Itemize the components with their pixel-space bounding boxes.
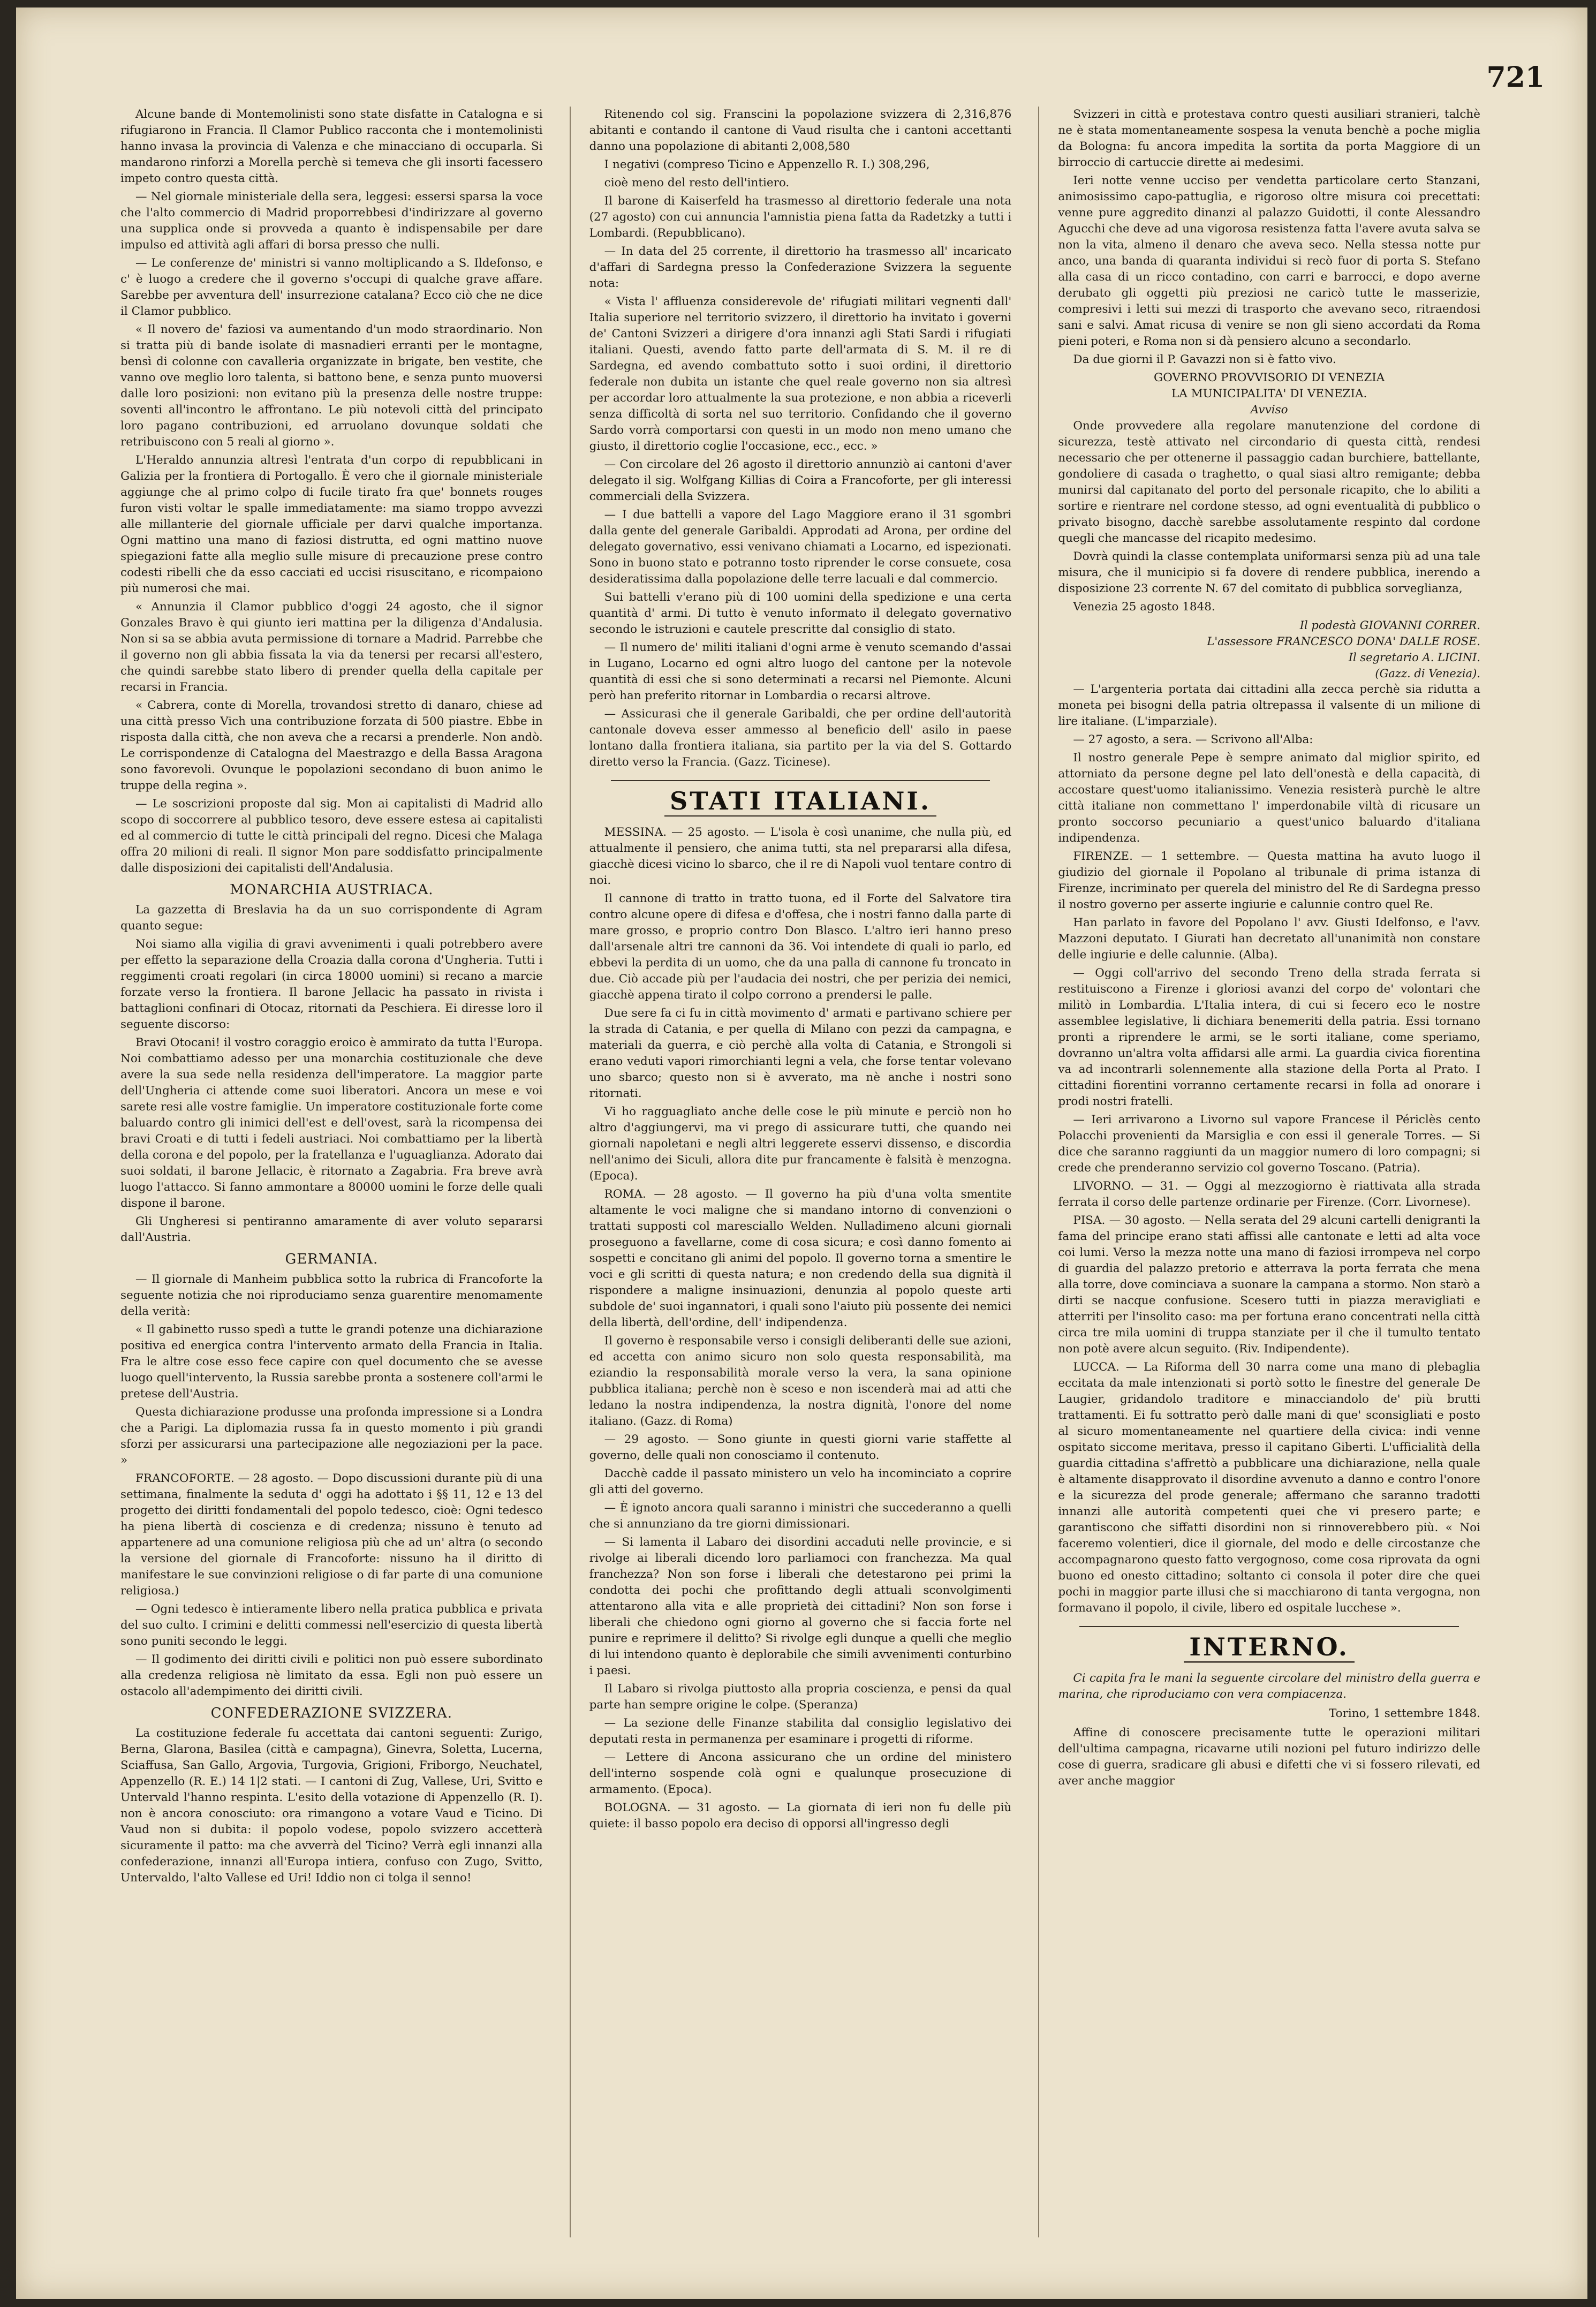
notice-heading: LA MUNICIPALITA' DI VENEZIA. [1171,387,1367,400]
article-paragraph: — La sezione delle Finanze stabilita dal consiglio legislativo dei deputati resta in permanenza per esaminare i progetti di riforme. [589,1716,1012,1746]
article-paragraph: — Ieri arrivarono a Livorno sul vapore Francese il Périclès cento Polacchi provenienti da Marsiglia e con essi il generale Torres. — Si dice che saranno raggiunti da un maggior numero di loro compagni; si crede che prenderanno servizio col governo Toscano. (Patria). [1058,1113,1481,1175]
article-paragraph: LIVORNO. — 31. — Oggi al mezzogiorno è riattivata alla strada ferrata il corso delle partenze ordinarie per Firenze. (Corr. Livornese). [1058,1179,1481,1209]
major-heading-block [589,780,1012,817]
article-paragraph: FRANCOFORTE. — 28 agosto. — Dopo discussioni durante più di una settimana, finalmente la seduta d' oggi ha adottato i §§ 11, 12 e 13 del progetto dei diritti fondamentali del popolo tedesco, cioè: Ogni tedesco ha piena libertà di coscienza e di credenza; nissuno è tenuto ad appartenere ad una comunione religiosa più che ad un' altra (o secondo la versione del giornale di Francoforte: nissuno ha il diritto di manifestare le sue convinzioni religiose o di far parte di una comunione religiosa.) [120,1472,543,1598]
article-paragraph: — Il numero de' militi italiani d'ogni arme è venuto scemando d'assai in Lugano, Locarno ed ogni altro luogo del cantone per la notevole quantità di essi che si sono determinati a recarsi nel Piemonte. Alcuni però han preferito ritornar in Lombardia o recarsi altrove. [589,641,1012,702]
article-paragraph: I negativi (compreso Ticino e Appenzello R. I.) 308,296, [604,158,930,171]
article-paragraph: Questa dichiarazione produsse una profonda impressione si a Londra che a Parigi. La diplomazia russa fa in questo momento i più grandi sforzi per assicurarsi una partecipazione alle negoziazioni per la pace. » [120,1405,543,1467]
article-paragraph: — Il giornale di Manheim pubblica sotto la rubrica di Francoforte la seguente notizia che noi riproduciamo senza guarentire menomamente della verità: [120,1273,543,1318]
article-paragraph: Il cannone di tratto in tratto tuona, ed il Forte del Salvatore tira contro alcune opere di difesa e d'offesa, che i nostri fanno dalla parte di mare grosso, e proprio contro Don Blasco. L'altro ieri hanno preso dall'arsenale altri tre cannoni da 36. Voi intendete di quali io parlo, ed ebbevi la perdita di un uomo, che da una palla di cannone fu troncato in due. Ciò accade più per l'audacia dei nostri, che per perizia dei nemici, giacchè appena tirato il colpo corrono a prendersi le palle. [589,892,1012,1002]
article-paragraph: Il barone di Kaiserfeld ha trasmesso al direttorio federale una nota (27 agosto) con cui annuncia l'amnistia piena fatta da Radetzky a tutti i Lombardi. (Repubblicano). [589,194,1012,240]
article-paragraph: L'Heraldo annunzia altresì l'entrata d'un corpo di repubblicani in Galizia per la frontiera di Portogallo. È vero che il giornale ministeriale aggiunge che al primo colpo di fucile tirato fra que' bonnets rouges furon visti voltar le spalle immediatamente: ma siamo troppo avvezzi alle millanterie del giornale ufficiale per darvi qualche importanza. Ogni mattino una mano di faziosi distrutta, ed ogni mattino nuove spiegazioni fatte alla meglio sulle misure di precauzione prese contro codesti ribelli che da esso cacciati ed uccisi risuscitano, e ricompaiono più numerosi che mai. [120,453,543,595]
intro-paragraph: Ci capita fra le mani la seguente circolare del ministro della guerra e marina, che riproduciamo con vera compiacenza. [1058,1671,1481,1701]
article-paragraph: Il nostro generale Pepe è sempre animato dal miglior spirito, ed attorniato da persone degne pel lato dell'onestà e della capacità, di accostare quest'uomo italianissimo. Venezia resisterà purchè le altre città italiane non commettano l' imperdonabile viltà di ricusare un pronto soccorso pecuniario a quest'unico baluardo d'italiana indipendenza. [1058,751,1481,845]
newspaper-page [16,7,1587,2299]
signature-line: Il podestà GIOVANNI CORRER. [1299,619,1481,632]
article-paragraph: Sui battelli v'erano più di 100 uomini della spedizione e una certa quantità d' armi. Di tutto è venuto informato il delegato governativo secondo le istruzioni e cautele prescritte dal consiglio di stato. [589,591,1012,636]
article-paragraph: — Assicurasi che il generale Garibaldi, che per ordine dell'autorità cantonale doveva esser ammesso al beneficio dell' asilo in paese lontano dalla frontiera italiana, sia partito per la via del S. Gottardo diretto verso la Francia. (Gazz. Ticinese). [589,707,1012,769]
article-paragraph: Il governo è responsabile verso i consigli deliberanti delle sue azioni, ed accetta con animo sicuro non solo questa responsabilità, ma eziandio la responsabilità morale verso la vera, la sana opinione pubblica italiana; perchè non è sceso e non iscenderà mai ad atti che ledano la nostra indipendenza, la nostra dignità, l'onore del nome italiano. (Gazz. di Roma) [589,1334,1012,1428]
major-heading: STATI ITALIANI. [664,786,936,817]
article-paragraph: Dacchè cadde il passato ministero un velo ha incominciato a coprire gli atti del governo. [589,1467,1012,1496]
article-paragraph: BOLOGNA. — 31 agosto. — La giornata di ieri non fu delle più quiete: il basso popolo era deciso di opporsi all'ingresso degli [589,1801,1012,1831]
article-paragraph: FIRENZE. — 1 settembre. — Questa mattina ha avuto luogo il giudizio del giornale il Popolano al tribunale di prima istanza di Firenze, incriminato per querela del ministro del Re di Sardegna presso il nostro governo per asserte ingiurie e calunnie contro quel Re. [1058,850,1481,911]
article-paragraph: Noi siamo alla vigilia di gravi avvenimenti i quali potrebbero avere per effetto la separazione della Croazia dalla corona d'Ungheria. Tutti i reggimenti croati regolari (in circa 18000 uomini) si recano a marcie forzate verso la frontiera. Il barone Jellacic ha passato in rivista i battaglioni confinari di Otocaz, ritornati da Peschiera. Ei diresse loro il seguente discorso: [120,937,543,1031]
section-heading: GERMANIA. [285,1251,379,1267]
article-paragraph: Da due giorni il P. Gavazzi non si è fatto vivo. [1073,353,1336,366]
article-paragraph: — Lettere di Ancona assicurano che un ordine del ministero dell'interno sospende colà ogni e qualunque prosecuzione di armamento. (Epoca). [589,1751,1012,1796]
article-paragraph: MESSINA. — 25 agosto. — L'isola è così unanime, che nulla più, ed attualmente il pensiero, che anima tutti, sta nel prepararsi alla difesa, giacchè dicesi vicino lo sbarco, che il re di Napoli vuol tentare contro di noi. [589,826,1012,887]
article-paragraph: — In data del 25 corrente, il direttorio ha trasmesso all' incaricato d'affari di Sardegna presso la Confederazione Svizzera la seguente nota: [589,245,1012,290]
article-paragraph: — L'argenteria portata dai cittadini alla zecca perchè sia ridutta a moneta pei bisogni della patria oltrepassa il valsente di un milione di lire italiane. (L'imparziale). [1058,683,1481,728]
column-right [1038,107,1486,2237]
article-paragraph: Gli Ungheresi si pentiranno amaramente di aver voluto separarsi dall'Austria. [120,1215,543,1244]
major-heading-block [1058,1626,1480,1663]
article-paragraph: — Con circolare del 26 agosto il direttorio annunziò ai cantoni d'aver delegato il sig. Wolfgang Killias di Coira a Francoforte, per gli interessi commerciali della Svizzera. [589,458,1012,503]
article-paragraph: « Cabrera, conte di Morella, trovandosi stretto di danaro, chiese ad una città presso Vich una contribuzione forzata di 500 piastre. Ebbe in risposta dalla città, che non aveva che a recarsi a prenderle. Non andò. Le corrispondenze di Catalogna del Maestrazgo e della Bassa Aragona sono favorevoli. Ovunque le popolazioni secondano di buon animo le truppe della regina ». [120,699,543,792]
article-paragraph: « Annunzia il Clamor pubblico d'oggi 24 agosto, che il signor Gonzales Bravo è qui giunto ieri mattina per la diligenza d'Andalusia. Non si sa se abbia avuta permissione di tornare a Madrid. Parrebbe che il governo non gli abbia fissata la via da tenersi per recarsi all'estero, che quindi sarebbe stato libero di prender quella della capitale per recarsi in Francia. [120,600,543,694]
article-paragraph: PISA. — 30 agosto. — Nella serata del 29 alcuni cartelli denigranti la fama del principe erano stati affissi alle cantonate e letti ad alta voce coi lumi. Verso la mezza notte una mano di faziosi irrompeva nel corpo di guardia del palazzo pretorio e atterrava la porta ferrata che mena alla torre, dove cominciava a suonare la campana a stormo. Non starò a dirti se nacque confusione. Scesero tutti in piazza meravigliati e atterriti per l'insolito caso: ma per fortuna erano concentrati nella città circa tre mila uomini di truppa stanziate per il che il tumulto tentato non potè avere alcun seguito. (Riv. Indipendente). [1058,1214,1481,1356]
article-paragraph: La costituzione federale fu accettata dai cantoni seguenti: Zurigo, Berna, Glarona, Basilea (città e campagna), Ginevra, Soletta, Lucerna, Sciaffusa, San Gallo, Argovia, Turgovia, Grigioni, Friborgo, Neuchatel, Appenzello (R. E.) 14 1|2 stati. — I cantoni di Zug, Vallese, Uri, Svitto e Untervald l'hanno respinta. L'esito della votazione di Appenzello (R. I). non è ancora conosciuto: ora rimangono a votare Vaud e Ticino. Di Vaud non si dubita: il popolo vodese, popolo svizzero accetterà sicuramente il patto: ma che avverrà del Ticino? Verrà egli innanzi alla confederazione, innanzi all'Europa intiera, confuso con Zugo, Svitto, Untervaldo, l'alto Vallese ed Uri! Iddio non ci tolga il senno! [120,1727,543,1885]
article-paragraph: Bravi Otocani! il vostro coraggio eroico è ammirato da tutta l'Europa. Noi combattiamo adesso per una monarchia costituzionale che deve avere la sua sede nella residenza dell'imperatore. La maggior parte dell'Ungheria ci attende come suoi liberatori. Ancora un mese e voi sarete resi alle vostre famiglie. Un imperatore costituzionale forte come baluardo contro gli inimici dell'est e dell'ovest, sarà la ricompensa dei bravi Croati e di tutti i fedeli austriaci. Noi combattiamo per la libertà della corona e del popolo, per la fratellanza e l'uguaglianza. Adorato dai suoi soldati, il barone Jellacic, è ritornato a Zagabria. Fra breve avrà luogo l'attacco. Si fanno ammontare a 80000 uomini le forze delle quali dispone il barone. [120,1036,543,1210]
signature-line: Il segretario A. LICINI. [1348,651,1481,664]
article-paragraph: « Il gabinetto russo spedì a tutte le grandi potenze una dichiarazione positiva ed energica contra l'intervento armato della Francia in Italia. Fra le altre cose esso fece capire con quel documento che se avesse luogo quell'intervento, la Russia sarebbe pronta a sostenere coll'armi le pretese dell'Austria. [120,1323,543,1401]
article-paragraph: « Il novero de' faziosi va aumentando d'un modo straordinario. Non si tratta più di bande isolate di masnadieri erranti per le montagne, bensì di colonne con cavalleria organizzate in brigate, ben vestite, che vanno ove meglio loro talenta, si battono bene, e senza punto muoversi dalle loro posizioni: non evitano più la presenza delle nostre truppe: soventi all'incontro le affrontano. Le più notevoli città del principato loro pagano contribuzioni, ed arruolano dovunque soldati che retribuiscono con 5 reali al giorno ». [120,323,543,449]
signature-line: (Gazz. di Venezia). [1375,667,1481,680]
article-paragraph: — 29 agosto. — Sono giunte in questi giorni varie staffette al governo, delle quali non conosciamo il contenuto. [589,1433,1012,1462]
article-paragraph: Alcune bande di Montemolinisti sono state disfatte in Catalogna e si rifugiarono in Francia. Il Clamor Publico racconta che i montemolinisti hanno invasa la provincia di Valenza e che minacciano di occuparla. Si mandarono rinforzi a Morella perchè si temeva che gli insorti facessero impeto contro questa città. [120,108,543,185]
article-paragraph: Han parlato in favore del Popolano l' avv. Giusti Idelfonso, e l'avv. Mazzoni deputato. I Giurati han decretato all'unanimità non constare delle ingiurie e delle calunnie. (Alba). [1058,916,1481,962]
article-paragraph: « Vista l' affluenza considerevole de' rifugiati militari vegnenti dall' Italia superiore nel territorio svizzero, il direttorio ha invitato i governi de' Cantoni Svizzeri a dirigere d'ora innanzi agli Stati Sardi i rifugiati italiani. Questi, avendo fatto parte dell'armata di S. M. il re di Sardegna, ed avendo combattuto sotto i suoi ordini, il direttorio federale non dubita un istante che quel reale governo non sia altresì per accordar loro attualmente la sua protezione, e non abbia a riceverli senza difficoltà di sorta nel suo territorio. Confidando che il governo Sardo vorrà comportarsi con questi in un modo non meno umano che giusto, il direttorio coglie l'occasione, ecc., ecc. » [589,295,1012,453]
article-paragraph: ROMA. — 28 agosto. — Il governo ha più d'una volta smentite altamente le voci maligne che si mandano intorno di convenzioni o trattati supposti col maresciallo Welden. Nulladimeno alcuni giornali proseguono a favellarne, come di cosa sicura; e così danno fomento ai sospetti e concitano gli animi del popolo. Il governo torna a smentire le voci e gli scritti di questa natura; e non credendo della sua dignità il rispondere a maligne insinuazioni, denunzia al popolo queste arti subdole de' suoi ingannatori, i quali sono l'aiuto più possente dei nemici della libertà, dell'ordine, dell' indipendenza. [589,1187,1012,1329]
column-middle [570,107,1017,2237]
article-paragraph: — È ignoto ancora quali saranno i ministri che succederanno a quelli che si annunziano da tre giorni dimissionari. [589,1501,1012,1531]
article-paragraph: Onde provvedere alla regolare manutenzione del cordone di sicurezza, testè attivato nel circondario di questa città, rendesi necessario che per ottenerne il passaggio cadan burchiere, battellante, gondoliere di casada o traghetto, o qual siasi altro remigante; debba munirsi dal capitanato del porto del personale ricapito, che lo abiliti a sortire e rientrare nel cordone stesso, ad ogni eventualità di pubblico o privato bisogno, dacchè sarebbe assolutamente respinto dal cordone quegli che mancasse del ricapito medesimo. [1058,419,1481,545]
article-paragraph: — Nel giornale ministeriale della sera, leggesi: essersi sparsa la voce che l'alto commercio di Madrid proporrebbesi d'indirizzare al governo una supplica onde si provveda a quanto è indispensabile per dare impulso ed attività agli affari di borsa presso che nulli. [120,190,543,252]
article-paragraph: — Le soscrizioni proposte dal sig. Mon ai capitalisti di Madrid allo scopo di soccorrere al pubblico tesoro, deve essere estesa ai capitalisti ed al commercio di tutte le città principali del regno. Dicesi che Malaga offra 20 milioni di reali. Il signor Mon pare soddisfatto principalmente dalle disposizioni dei capitalisti dell'Andalusia. [120,797,543,875]
article-paragraph: — Le conferenze de' ministri si vanno moltiplicando a S. Ildefonso, e c' è luogo a credere che il governo s'occupi di qualche grave affare. Sarebbe per avventura dell' insurrezione catalana? Ecco ciò che ne dice il Clamor pubblico. [120,256,543,318]
article-paragraph: — Il godimento dei diritti civili e politici non può essere subordinato alla credenza religiosa nè limitato da essa. Egli non può essere un ostacolo all'adempimento dei diritti civili. [120,1653,543,1698]
article-paragraph: Dovrà quindi la classe contemplata uniformarsi senza più ad una tale misura, che il municipio si fa dovere di rendere pubblica, inerendo a disposizione 23 corrente N. 67 del comitato di pubblica sorveglianza, [1058,550,1481,595]
page-number: 721 [1486,61,1545,94]
dateline: Torino, 1 settembre 1848. [1328,1707,1481,1720]
article-paragraph: — I due battelli a vapore del Lago Maggiore erano il 31 sgombri dalla gente del generale Garibaldi. Approdati ad Arona, per ordine del delegato governativo, essi venivano chiamati a Locarno, ed ispezionati. Sono in buono stato e potranno tosto riprender le corse consuete, cosa desideratissima dalla popolazione delle terre lacuali e dal commercio. [589,508,1012,586]
section-heading: CONFEDERAZIONE SVIZZERA. [210,1705,453,1721]
column-container [115,107,1486,2237]
article-paragraph: Vi ho ragguagliato anche delle cose le più minute e perciò non ho altro d'aggiungervi, ma vi prego di assicurare tutti, che quando nei giornali napoletani e negli altri leggerete esservi dissenso, e discordia nell'animo dei Siculi, allora dite pur francamente è falsità è menzogna. (Epoca). [589,1105,1012,1183]
article-paragraph: — Si lamenta il Labaro dei disordini accaduti nelle provincie, e si rivolge ai liberali dicendo loro parliamoci con franchezza. Ma qual franchezza? Non son forse i liberali che detestarono pei primi la condotta dei pochi che profittando degli attuali sconvolgimenti attentarono alla vita e alle proprietà dei cittadini? Non son forse i liberali che chiedono ogni giorno al governo che si faccia forte nel punire e reprimere il delitto? Si rivolge egli dunque a quelli che meglio di lui intendono quanto è deplorabile che simili avvenimenti conturbino i paesi. [589,1536,1012,1677]
section-heading: MONARCHIA AUSTRIACA. [230,882,434,898]
notice-label: Avviso [1250,403,1288,417]
column-left [115,107,548,2237]
heading-divider [1079,1626,1459,1627]
notice-heading: GOVERNO PROVVISORIO DI VENEZIA [1154,371,1385,384]
heading-divider [611,780,990,781]
article-paragraph: — 27 agosto, a sera. — Scrivono all'Alba: [1073,733,1313,746]
article-paragraph: Svizzeri in città e protestava contro questi ausiliari stranieri, talchè ne è stata momentaneamente sospesa la venuta benchè a poche miglia da Bologna: fu ancora impedita la sortita da porta Maggiore di un birroccio di cartuccie dirette ai medesimi. [1058,108,1481,169]
signature-line: L'assessore FRANCESCO DONA' DALLE ROSE. [1207,635,1481,648]
article-paragraph: Ritenendo col sig. Franscini la popolazione svizzera di 2,316,876 abitanti e contando il cantone di Vaud risulta che i cantoni accettanti danno una popolazione di abitanti 2,008,580 [589,108,1012,153]
article-paragraph: LUCCA. — La Riforma dell 30 narra come una mano di plebaglia eccitata da male intenzionati si portò sotto le finestre del generale De Laugier, gridandolo traditore e minacciandolo de' più brutti trattamenti. Ei fu sottratto però dalle mani di que' sconsigliati e posto al sicuro momentaneamente nel quartiere della civica: indi venne ospitato siccome meritava, presso il capitano Giberti. L'ufficialità della guardia cittadina s'affrettò a pubblicare una dichiarazione, nella quale è altamente disapprovato il disordine avvenuto a danno e contro l'onore e la sicurezza del prode generale; affermano che saranno tradotti innanzi alle autorità competenti quei che vi presero parte; e garantiscono che siffatti disordini non si rinnoverebbero più. « Noi faceremo volentieri, dice il giornale, del modo e delle circostanze che accompagnarono questo fatto vergognoso, come cosa riprovata da ogni buono ed onesto cittadino; soltanto ci consola il poter dire che quei pochi in maggior parte illusi che si macchiarono di tanta vergogna, non formavano il popolo, il civile, libero ed ospitale lucchese ». [1058,1360,1481,1615]
article-paragraph: La gazzetta di Breslavia ha da un suo corrispondente di Agram quanto segue: [120,903,543,933]
article-paragraph: cioè meno del resto dell'intiero. [604,176,790,190]
article-paragraph: Ieri notte venne ucciso per vendetta particolare certo Stanzani, animosissimo capo-pattuglia, e rigoroso oltre misura coi precettati: venne pure aggredito dinanzi al palazzo Guidotti, il conte Alessandro Agucchi che deve ad una vigorosa resistenza fatta l'avere avuta salva se non la vita, almeno il denaro che aveva seco. Nella stessa notte pur anco, una banda di quaranta individui si recò fuor di porta S. Stefano alla casa di un ricco contadino, con carri e barrocci, e dopo averne derubato gli oggetti più preziosi ne caricò tutte le masserizie, compresivi i letti sui mezzi di trasporto che avevano seco, ritraendosi sani e salvi. Amat ricusa di venire se non gli sieno accordati da Roma pieni poteri, e Roma non si dà pensiero alcuno a secondarlo. [1058,174,1481,348]
article-paragraph: — Oggi coll'arrivo del secondo Treno della strada ferrata si restituiscono a Firenze i gloriosi avanzi del corpo de' volontari che militò in Lombardia. L'Italia intera, di cui si fecero eco le nostre assemblee legislative, li dichiara benemeriti della patria. Essi tornano pronti a riprendere le armi, se le sorti italiane, come speriamo, dovranno un'altra volta affidarsi alle armi. La guardia civica fiorentina va ad incontrarli solennemente alla stazione della Porta al Prato. I cittadini fiorentini vorranno certamente recarsi in folla ad onorare i prodi nostri fratelli. [1058,966,1481,1108]
article-paragraph: Affine di conoscere precisamente tutte le operazioni militari dell'ultima campagna, ricavarne utili nozioni pel futuro indirizzo delle cose di guerra, sradicare gli abusi e difetti che vi si fossero rilevati, ed aver anche maggior [1058,1726,1481,1788]
article-paragraph: Due sere fa ci fu in città movimento d' armati e partivano schiere per la strada di Catania, e per quella di Milano con pezzi da campagna, e materiali da guerra, e ciò perchè alla volta di Catania, e Strongoli si erano veduti vapori rimorchianti legni a vela, che forse tentar volevano uno sbarco; questo non si è avverato, ma nè anche i nostri sono ritornati. [589,1007,1012,1100]
article-paragraph: — Ogni tedesco è intieramente libero nella pratica pubblica e privata del suo culto. I crimini e delitti commessi nell'esercizio di questa libertà sono puniti secondo le leggi. [120,1602,543,1648]
article-paragraph: Venezia 25 agosto 1848. [1073,600,1215,614]
article-paragraph: Il Labaro si rivolga piuttosto alla propria coscienza, e pensi da qual parte han sempre origine le colpe. (Speranza) [589,1682,1012,1712]
major-heading: INTERNO. [1184,1632,1355,1663]
